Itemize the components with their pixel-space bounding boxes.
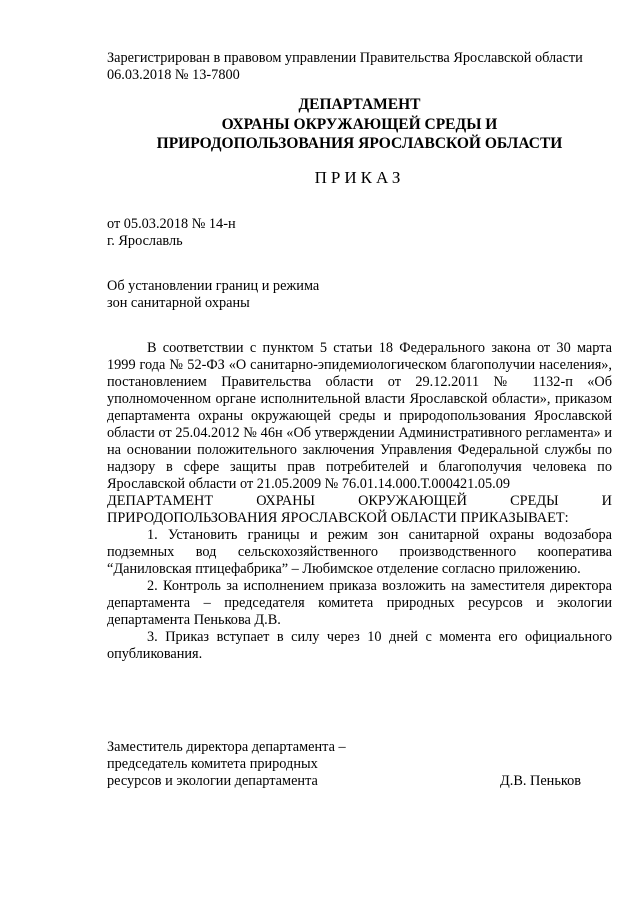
signer-position-line-1: Заместитель директора департамента – bbox=[107, 739, 346, 755]
signer-position-line-3: ресурсов и экологии департамента bbox=[107, 773, 318, 789]
subject-line-1: Об установлении границ и режима bbox=[107, 278, 320, 294]
document-type-title: ПРИКАЗ bbox=[314, 168, 405, 187]
date-number: от 05.03.2018 № 14-н bbox=[107, 216, 236, 232]
order-item-3: 3. Приказ вступает в силу через 10 дней с момента его официального опубликования. bbox=[107, 629, 612, 662]
registration-line-1: Зарегистрирован в правовом управлении Правительства Ярославской области bbox=[107, 50, 583, 66]
order-item-2: 2. Контроль за исполнением приказа возложить на заместителя директора департамента – председателя комитета природных ресурсов и экологии департамента Пенькова Д.В. bbox=[107, 578, 612, 628]
order-item-1: 1. Установить границы и режим зон санитарной охраны водозабора подземных вод сельскохозяйственного производственного кооператива “Даниловская птицефабрика” – Любимское отделение согласно приложению. bbox=[107, 527, 612, 577]
subject-line-2: зон санитарной охраны bbox=[107, 295, 250, 311]
city: г. Ярославль bbox=[107, 233, 183, 249]
signer-position-line-2: председатель комитета природных bbox=[107, 756, 318, 772]
department-line-2: ОХРАНЫ ОКРУЖАЮЩЕЙ СРЕДЫ И bbox=[221, 115, 498, 133]
order-subject bbox=[107, 278, 612, 312]
registration-line-2: 06.03.2018 № 13-7800 bbox=[107, 67, 240, 83]
orders-line-1: ДЕПАРТАМЕНТ ОХРАНЫ ОКРУЖАЮЩЕЙ СРЕДЫ И bbox=[107, 493, 612, 509]
orders-line-2: ПРИРОДОПОЛЬЗОВАНИЯ ЯРОСЛАВСКОЙ ОБЛАСТИ ПРИКАЗЫВАЕТ: bbox=[107, 510, 569, 526]
registration-note bbox=[107, 50, 612, 84]
date-and-place bbox=[107, 216, 612, 250]
order-body bbox=[107, 340, 612, 663]
department-line-3: ПРИРОДОПОЛЬЗОВАНИЯ ЯРОСЛАВСКОЙ ОБЛАСТИ bbox=[156, 135, 563, 152]
preamble-paragraph: В соответствии с пунктом 5 статьи 18 Федерального закона от 30 марта 1999 года № 52-ФЗ «О санитарно-эпидемиологическом благополучии населения», постановлением Правительства области от 29.12.2011 № 1132-п «Об уполномоченном органе исполнительной власти Ярославской области», приказом департамента охраны окружающей среды и природопользования Ярославской области от 25.04.2012 № 46н «Об утверждении Административного регламента» и на основании положительного заключения Управления Федеральной службы по надзору в сфере защиты прав потребителей и благополучия человека по Ярославской области от 21.05.2009 № 76.01.14.000.Т.000421.05.09 bbox=[107, 340, 612, 492]
department-line-1: ДЕПАРТАМЕНТ bbox=[298, 96, 421, 113]
signer-name: Д.В. Пеньков bbox=[500, 773, 581, 789]
department-header bbox=[107, 95, 612, 154]
